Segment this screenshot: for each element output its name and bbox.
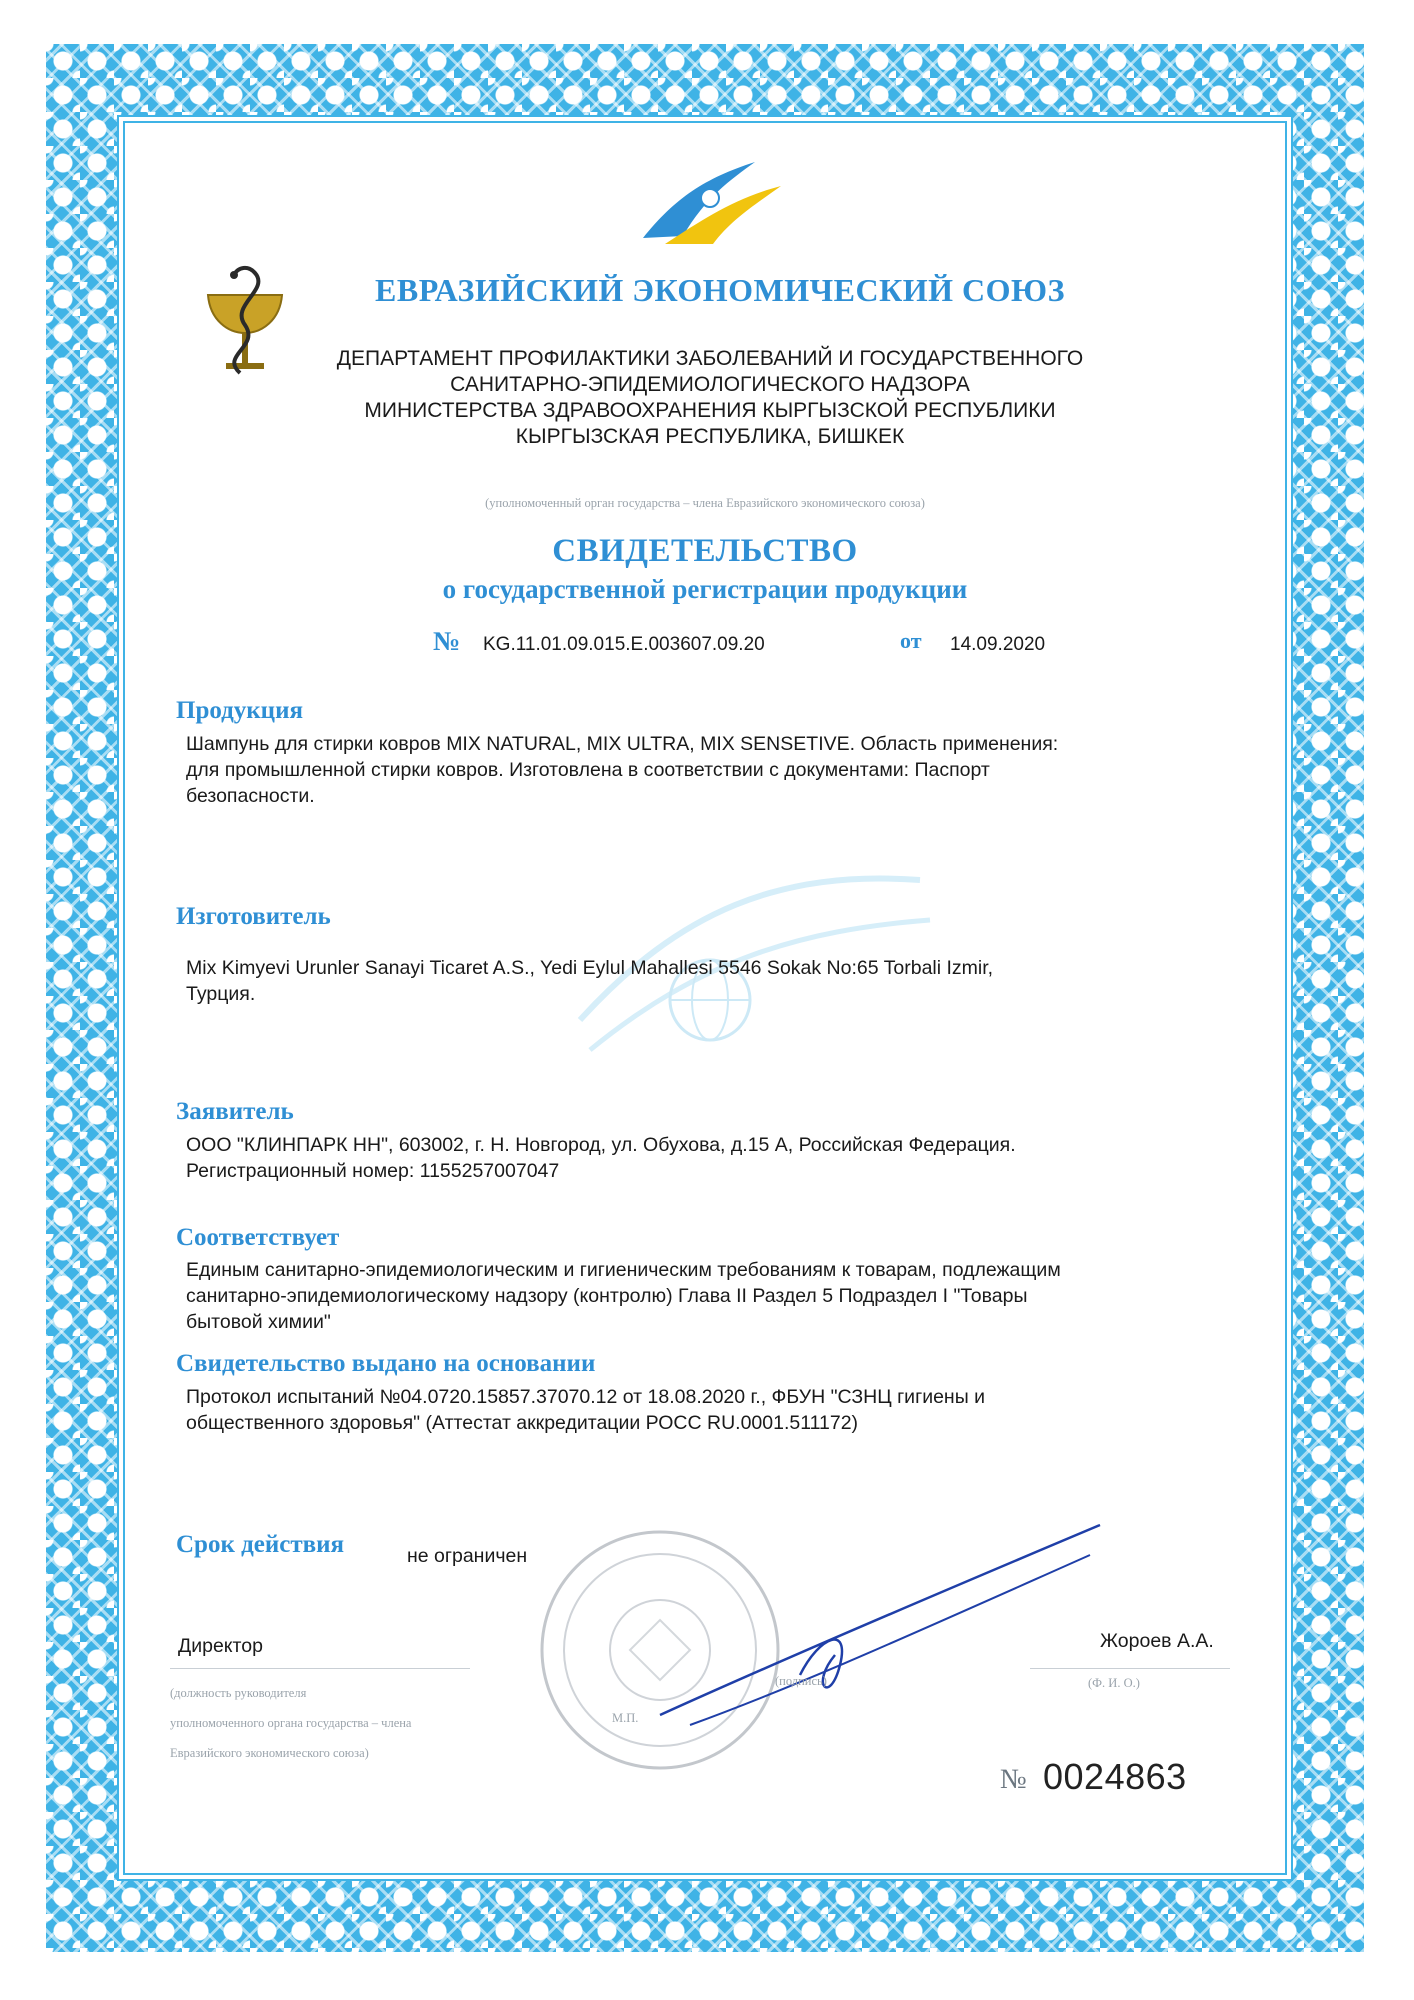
date-label: от <box>900 628 922 653</box>
registration-date: 14.09.2020 <box>950 634 1046 655</box>
manufacturer-text <box>186 955 1266 1007</box>
basis-line: общественного здоровья" (Аттестат аккредитации РОСС RU.0001.511172) <box>186 1412 859 1434</box>
basis-heading: Свидетельство выдано на основании <box>176 1350 596 1377</box>
manufacturer-heading: Изготовитель <box>176 903 331 930</box>
position-caption-line: Евразийского экономического союза) <box>170 1746 369 1760</box>
department-line: ДЕПАРТАМЕНТ ПРОФИЛАКТИКИ ЗАБОЛЕВАНИЙ И ГОСУДАРСТВЕННОГО <box>336 347 1084 370</box>
applicant-text <box>186 1132 1266 1184</box>
applicant-heading: Заявитель <box>176 1098 294 1125</box>
serial-number: 0024863 <box>1043 1756 1187 1797</box>
validity-heading: Срок действия <box>176 1531 345 1558</box>
name-underline <box>1030 1668 1230 1669</box>
product-text <box>186 731 1266 809</box>
conformity-text <box>186 1257 1266 1335</box>
product-line: для промышленной стирки ковров. Изготовлена в соответствии с документами: Паспорт <box>186 759 990 781</box>
position-caption <box>170 1678 570 1768</box>
basis-text <box>186 1384 1266 1436</box>
position-caption-line: (должность руководителя <box>170 1686 307 1700</box>
product-line: Шампунь для стирки ковров MIX NATURAL, MIX ULTRA, MIX SENSETIVE. Область применения: <box>186 733 1059 755</box>
eaeu-logo-icon <box>635 158 785 248</box>
validity-value: не ограничен <box>407 1545 528 1567</box>
conformity-heading: Соответствует <box>176 1224 340 1251</box>
director-position: Директор <box>178 1635 263 1657</box>
seal-label: М.П. <box>612 1711 639 1725</box>
document-subtitle: о государственной регистрации продукции <box>442 574 968 604</box>
position-caption-line: уполномоченного органа государства – члена <box>170 1716 412 1730</box>
document-title: СВИДЕТЕЛЬСТВО <box>552 533 858 569</box>
product-heading: Продукция <box>176 697 304 724</box>
signature-caption: (подпись) <box>775 1674 827 1688</box>
director-name: Жороев А.А. <box>1100 1630 1214 1652</box>
registration-number: KG.11.01.09.015.E.003607.09.20 <box>483 634 765 655</box>
number-label: № <box>433 626 461 656</box>
union-title: ЕВРАЗИЙСКИЙ ЭКОНОМИЧЕСКИЙ СОЮЗ <box>375 272 1065 308</box>
handwritten-signature <box>650 1515 1110 1755</box>
department-line: САНИТАРНО-ЭПИДЕМИОЛОГИЧЕСКОГО НАДЗОРА <box>450 373 970 396</box>
serial-label: № <box>1000 1764 1027 1795</box>
department-line: КЫРГЫЗСКАЯ РЕСПУБЛИКА, БИШКЕК <box>515 425 905 448</box>
conformity-line: Единым санитарно-эпидемиологическим и гигиеническим требованиям к товарам, подлежащим <box>186 1259 1061 1281</box>
product-line: безопасности. <box>186 785 315 807</box>
manufacturer-line: Турция. <box>186 983 256 1005</box>
department-block <box>250 346 1170 450</box>
basis-line: Протокол испытаний №04.0720.15857.37070.12 от 18.08.2020 г., ФБУН "СЗНЦ гигиены и <box>186 1386 986 1408</box>
conformity-line: санитарно-эпидемиологическому надзору (контролю) Глава II Раздел 5 Подраздел I "Товары <box>186 1285 1028 1307</box>
applicant-line: ООО "КЛИНПАРК НН", 603002, г. Н. Новгород, ул. Обухова, д.15 А, Российская Федерация. <box>186 1134 1016 1156</box>
department-line: МИНИСТЕРСТВА ЗДРАВООХРАНЕНИЯ КЫРГЫЗСКОЙ РЕСПУБЛИКИ <box>364 399 1056 422</box>
name-caption: (Ф. И. О.) <box>1088 1676 1140 1690</box>
applicant-line: Регистрационный номер: 1155257007047 <box>186 1160 560 1182</box>
authority-note: (уполномоченный орган государства – члена Евразийского экономического союза) <box>485 496 925 510</box>
conformity-line: бытовой химии" <box>186 1311 331 1333</box>
position-underline <box>170 1668 470 1669</box>
manufacturer-line: Mix Kimyevi Urunler Sanayi Ticaret A.S., Yedi Eylul Mahallesi 5546 Sokak No:65 Torbali Izmir, <box>186 957 994 979</box>
